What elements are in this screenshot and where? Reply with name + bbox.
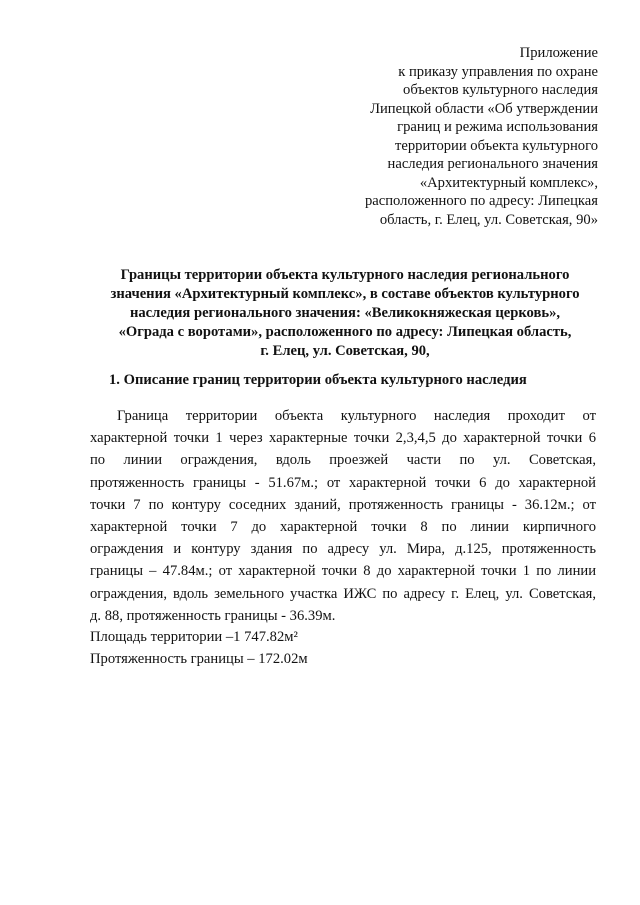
section-heading: 1. Описание границ территории объекта культурного наследия: [109, 372, 527, 388]
description-line: д. 88, протяженность границы - 36.39м.: [90, 607, 336, 624]
appendix-line: границ и режима использования: [397, 119, 598, 135]
description-line: протяженность границы - 51.67м.; от характерной точки 6 до характерной: [90, 474, 596, 491]
appendix-line: область, г. Елец, ул. Советская, 90»: [379, 211, 598, 228]
description-line: границы – 47.84м.; от характерной точки 8 до характерной точки 1 по линии: [90, 563, 596, 580]
description-line: по линии ограждения, вдоль проезжей части по ул. Советская,: [90, 452, 596, 469]
description-line: характерной точки 7 до характерной точки 8 по линии кирпичного: [90, 519, 596, 536]
description-line: ограждения и контуру здания по адресу ул. Мира, д.125, протяженность: [90, 541, 596, 558]
title-line: наследия регионального значения: «Великокняжеская церковь»,: [129, 305, 561, 321]
description-line: характерной точки 1 через характерные точки 2,3,4,5 до характерной точки 6: [90, 430, 596, 447]
title-line: Границы территории объекта культурного наследия регионального: [120, 267, 570, 283]
appendix-line: территории объекта культурного: [395, 137, 598, 154]
title-line: значения «Архитектурный комплекс», в составе объектов культурного: [110, 286, 580, 302]
description-line: ограждения, вдоль земельного участка ИЖС по адресу г. Елец, ул. Советская,: [90, 585, 596, 602]
description-line: Граница территории объекта культурного наследия проходит от: [117, 408, 596, 424]
boundary-length: Протяженность границы – 172.02м: [90, 651, 308, 668]
appendix-line: Липецкой области «Об утверждении: [370, 100, 598, 117]
appendix-line: Приложение: [519, 45, 598, 61]
document-title: [80, 266, 610, 361]
appendix-line: «Архитектурный комплекс»,: [419, 174, 598, 191]
appendix-line: наследия регионального значения: [387, 156, 598, 172]
appendix-note: [298, 44, 598, 229]
boundary-description: [90, 405, 596, 627]
title-line: г. Елец, ул. Советская, 90,: [260, 343, 430, 359]
territory-area: Площадь территории –1 747.82м²: [90, 629, 298, 645]
summary-block: [90, 626, 308, 670]
title-line: «Ограда с воротами», расположенного по адресу: Липецкая область,: [118, 324, 572, 340]
description-line: точки 7 по контуру соседних зданий, протяженность границы - 36.12м.; от: [90, 496, 596, 513]
appendix-line: объектов культурного наследия: [403, 82, 598, 98]
appendix-line: расположенного по адресу: Липецкая: [365, 193, 598, 209]
appendix-line: к приказу управления по охране: [398, 63, 598, 80]
